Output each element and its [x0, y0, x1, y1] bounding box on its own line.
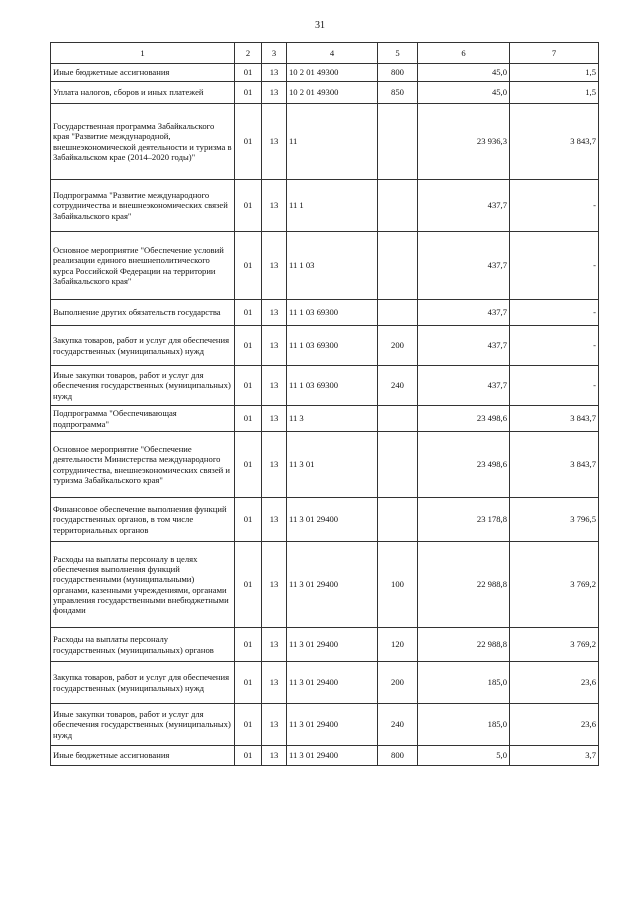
cell-amount-1: 45,0 — [418, 64, 510, 82]
cell-target-article: 10 2 01 49300 — [287, 64, 378, 82]
table-row — [51, 300, 599, 326]
cell-section: 01 — [235, 662, 262, 704]
cell-subsection: 13 — [262, 232, 287, 300]
cell-subsection: 13 — [262, 82, 287, 104]
cell-amount-1: 437,7 — [418, 180, 510, 232]
cell-amount-2: 23,6 — [510, 662, 599, 704]
cell-target-article: 11 3 01 — [287, 432, 378, 498]
column-header: 4 — [287, 43, 378, 64]
cell-amount-1: 5,0 — [418, 746, 510, 766]
cell-name: Иные закупки товаров, работ и услуг для обеспечения государственных (муниципальных) нужд — [51, 366, 235, 406]
cell-expense-type — [378, 180, 418, 232]
cell-amount-1: 437,7 — [418, 300, 510, 326]
cell-subsection: 13 — [262, 746, 287, 766]
cell-target-article: 11 3 01 29400 — [287, 542, 378, 628]
cell-subsection: 13 — [262, 64, 287, 82]
cell-target-article: 11 1 03 69300 — [287, 300, 378, 326]
cell-section: 01 — [235, 498, 262, 542]
cell-target-article: 11 1 03 69300 — [287, 326, 378, 366]
cell-amount-2: 3 843,7 — [510, 406, 599, 432]
cell-amount-2: 3 843,7 — [510, 104, 599, 180]
cell-expense-type — [378, 232, 418, 300]
cell-amount-2: 1,5 — [510, 64, 599, 82]
cell-expense-type: 100 — [378, 542, 418, 628]
cell-amount-1: 23 498,6 — [418, 406, 510, 432]
cell-target-article: 11 — [287, 104, 378, 180]
cell-expense-type — [378, 498, 418, 542]
cell-subsection: 13 — [262, 542, 287, 628]
cell-section: 01 — [235, 326, 262, 366]
cell-section: 01 — [235, 746, 262, 766]
cell-name: Государственная программа Забайкальского края "Развитие международной, внешнеэкономической деятельности и туризма в Забайкальском крае (2014–2020 годы)" — [51, 104, 235, 180]
cell-target-article: 11 3 01 29400 — [287, 498, 378, 542]
budget-table — [50, 42, 599, 766]
cell-section: 01 — [235, 542, 262, 628]
cell-expense-type — [378, 406, 418, 432]
table-row — [51, 432, 599, 498]
cell-target-article: 11 1 03 — [287, 232, 378, 300]
cell-expense-type — [378, 432, 418, 498]
column-header: 1 — [51, 43, 235, 64]
table-row — [51, 366, 599, 406]
cell-name: Уплата налогов, сборов и иных платежей — [51, 82, 235, 104]
table-row — [51, 232, 599, 300]
cell-amount-1: 22 988,8 — [418, 628, 510, 662]
cell-subsection: 13 — [262, 366, 287, 406]
cell-expense-type: 200 — [378, 326, 418, 366]
column-header: 2 — [235, 43, 262, 64]
cell-target-article: 11 3 01 29400 — [287, 662, 378, 704]
cell-target-article: 11 3 01 29400 — [287, 746, 378, 766]
cell-name: Закупка товаров, работ и услуг для обеспечения государственных (муниципальных) нужд — [51, 326, 235, 366]
cell-target-article: 11 3 01 29400 — [287, 704, 378, 746]
cell-target-article: 10 2 01 49300 — [287, 82, 378, 104]
cell-section: 01 — [235, 180, 262, 232]
cell-amount-2: 23,6 — [510, 704, 599, 746]
cell-subsection: 13 — [262, 180, 287, 232]
table-row — [51, 628, 599, 662]
table-body — [51, 64, 599, 766]
cell-amount-2: 3 769,2 — [510, 628, 599, 662]
cell-name: Расходы на выплаты персоналу в целях обеспечения выполнения функций государственными (муниципальными) органами, казенными учреждениями, органами управления государственными внебюджетными фондами — [51, 542, 235, 628]
cell-amount-1: 23 936,3 — [418, 104, 510, 180]
cell-amount-2: 3,7 — [510, 746, 599, 766]
cell-amount-2: 3 843,7 — [510, 432, 599, 498]
cell-subsection: 13 — [262, 326, 287, 366]
column-header: 3 — [262, 43, 287, 64]
cell-amount-1: 185,0 — [418, 704, 510, 746]
cell-subsection: 13 — [262, 406, 287, 432]
cell-amount-1: 437,7 — [418, 366, 510, 406]
cell-subsection: 13 — [262, 300, 287, 326]
cell-name: Выполнение других обязательств государства — [51, 300, 235, 326]
cell-amount-2: 3 796,5 — [510, 498, 599, 542]
cell-subsection: 13 — [262, 432, 287, 498]
table-row — [51, 704, 599, 746]
table-row — [51, 180, 599, 232]
cell-target-article: 11 1 — [287, 180, 378, 232]
cell-expense-type: 800 — [378, 746, 418, 766]
cell-expense-type: 120 — [378, 628, 418, 662]
cell-amount-2: - — [510, 326, 599, 366]
cell-expense-type: 800 — [378, 64, 418, 82]
cell-amount-1: 437,7 — [418, 232, 510, 300]
cell-subsection: 13 — [262, 704, 287, 746]
cell-section: 01 — [235, 232, 262, 300]
cell-section: 01 — [235, 406, 262, 432]
table-row — [51, 498, 599, 542]
cell-section: 01 — [235, 64, 262, 82]
cell-section: 01 — [235, 628, 262, 662]
table-row — [51, 406, 599, 432]
cell-expense-type — [378, 300, 418, 326]
cell-amount-1: 45,0 — [418, 82, 510, 104]
cell-name: Иные закупки товаров, работ и услуг для обеспечения государственных (муниципальных) нужд — [51, 704, 235, 746]
cell-target-article: 11 1 03 69300 — [287, 366, 378, 406]
cell-amount-2: - — [510, 180, 599, 232]
cell-subsection: 13 — [262, 498, 287, 542]
cell-amount-1: 185,0 — [418, 662, 510, 704]
cell-subsection: 13 — [262, 662, 287, 704]
cell-subsection: 13 — [262, 628, 287, 662]
table-row — [51, 746, 599, 766]
cell-name: Закупка товаров, работ и услуг для обеспечения государственных (муниципальных) нужд — [51, 662, 235, 704]
cell-amount-1: 23 178,8 — [418, 498, 510, 542]
cell-section: 01 — [235, 104, 262, 180]
column-header: 6 — [418, 43, 510, 64]
cell-expense-type: 240 — [378, 704, 418, 746]
cell-amount-1: 23 498,6 — [418, 432, 510, 498]
cell-name: Подпрограмма "Обеспечивающая подпрограмма" — [51, 406, 235, 432]
table-row — [51, 662, 599, 704]
cell-amount-1: 22 988,8 — [418, 542, 510, 628]
cell-section: 01 — [235, 82, 262, 104]
cell-section: 01 — [235, 432, 262, 498]
header-row — [51, 43, 599, 64]
cell-name: Основное мероприятие "Обеспечение деятельности Министерства международного сотрудничества, внешнеэкономических связей и туризма Забайкальского края" — [51, 432, 235, 498]
cell-expense-type: 200 — [378, 662, 418, 704]
cell-expense-type: 850 — [378, 82, 418, 104]
cell-name: Основное мероприятие "Обеспечение условий реализации единого внешнеполитического курса Российской Федерации на территории Забайкальского края" — [51, 232, 235, 300]
table-row — [51, 64, 599, 82]
table-row — [51, 104, 599, 180]
cell-amount-1: 437,7 — [418, 326, 510, 366]
cell-expense-type — [378, 104, 418, 180]
column-header: 5 — [378, 43, 418, 64]
cell-target-article: 11 3 01 29400 — [287, 628, 378, 662]
cell-name: Иные бюджетные ассигнования — [51, 746, 235, 766]
cell-name: Финансовое обеспечение выполнения функций государственных органов, в том числе территориальных органов — [51, 498, 235, 542]
cell-target-article: 11 3 — [287, 406, 378, 432]
cell-amount-2: - — [510, 300, 599, 326]
cell-name: Расходы на выплаты персоналу государственных (муниципальных) органов — [51, 628, 235, 662]
page-number: 31 — [315, 20, 325, 31]
cell-amount-2: - — [510, 366, 599, 406]
cell-name: Подпрограмма "Развитие международного сотрудничества и внешнеэкономических связей Забайкальского края" — [51, 180, 235, 232]
cell-amount-2: - — [510, 232, 599, 300]
cell-expense-type: 240 — [378, 366, 418, 406]
column-header: 7 — [510, 43, 599, 64]
table-row — [51, 82, 599, 104]
cell-amount-2: 3 769,2 — [510, 542, 599, 628]
table-row — [51, 542, 599, 628]
cell-section: 01 — [235, 300, 262, 326]
cell-section: 01 — [235, 366, 262, 406]
cell-name: Иные бюджетные ассигнования — [51, 64, 235, 82]
cell-subsection: 13 — [262, 104, 287, 180]
table-row — [51, 326, 599, 366]
cell-section: 01 — [235, 704, 262, 746]
cell-amount-2: 1,5 — [510, 82, 599, 104]
